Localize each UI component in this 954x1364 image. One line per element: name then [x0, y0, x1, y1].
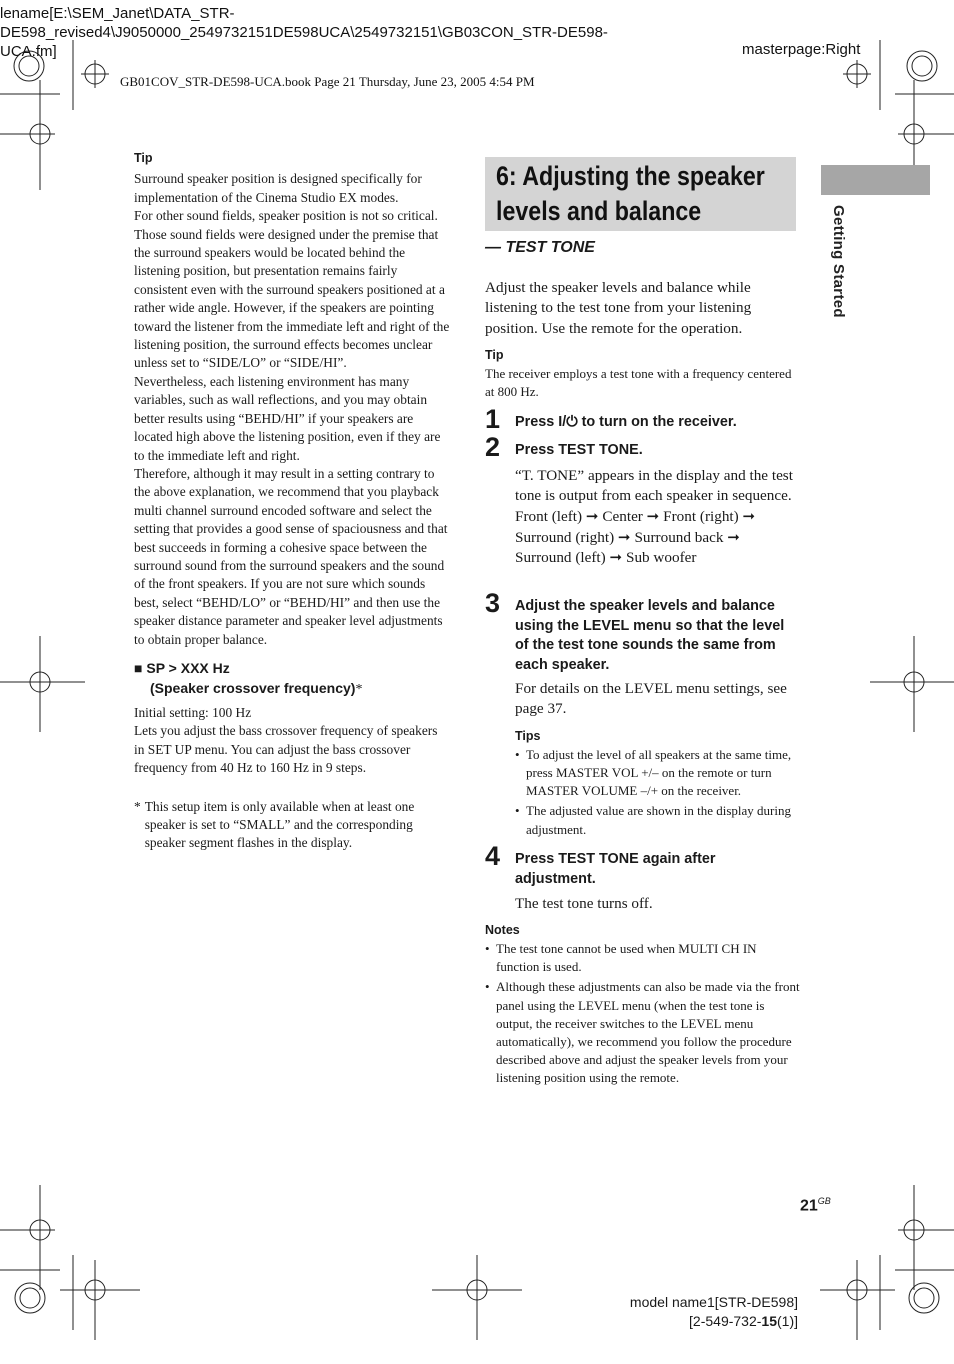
title-line-2: levels and balance	[496, 196, 702, 226]
tip-paragraph: For other sound fields, speaker position is not so critical. Those sound fields were designed under the premise that the surround speakers would be located behind the listening position, but presentation remains fairly consistent even with the surround speakers positioned at a rather wide angle. However, if the speakers are pointing toward the listener from the immediate left and right of the listening position, the surround effects becomes unclear unless set to “SIDE/LO” or “SIDE/HI”.	[134, 208, 450, 371]
footnote	[134, 798, 450, 853]
title-line-1: 6: Adjusting the speaker	[496, 161, 765, 191]
list-item: • The adjusted value are shown in the display during adjustment.	[515, 802, 800, 838]
step-heading: Press TEST TONE again after adjustment.	[515, 851, 716, 887]
tip-item-text: To adjust the level of all speakers at the same time, press MASTER VOL +/– on the remote or turn MASTER VOLUME –/+ on the receiver.	[526, 746, 792, 799]
section-marker: ■	[134, 659, 143, 676]
step-number: 3	[485, 588, 501, 618]
tip-label: Tip	[485, 348, 504, 362]
section-subtitle: — TEST TONE	[485, 239, 595, 256]
model-info	[600, 1293, 798, 1331]
notes-list	[485, 940, 803, 1088]
model-line-2	[600, 1312, 798, 1331]
list-item: • To adjust the level of all speakers at the same time, press MASTER VOL +/– on the remote or turn MASTER VOLUME –/+ on the receiver.	[515, 746, 800, 801]
tip-paragraph: Nevertheless, each listening environment has many variables, such as wall reflections, and you may obtain better results using “BEHD/HI” if your speakers are located high above the listening position, even if they are to the immediate left and right.	[134, 373, 441, 463]
step-3	[485, 590, 800, 839]
initial-setting: Initial setting: 100 Hz	[134, 704, 252, 720]
section-title-bar	[485, 157, 796, 231]
filename-info	[0, 4, 608, 61]
side-tab-label: Getting Started	[830, 205, 847, 318]
section-asterisk: *	[355, 681, 363, 697]
section-body: Lets you adjust the bass crossover frequency of speakers in SET UP menu. You can adjust the bass crossover frequency from 40 Hz to 160 Hz in 9 steps.	[134, 723, 438, 776]
section-heading	[134, 658, 450, 700]
tip-text: The receiver employs a test tone with a frequency centered at 800 Hz.	[485, 366, 792, 400]
filename-line-2: DE598_revised4\J9050000_2549732151DE598UCA\2549732151\GB03CON_STR-DE598-	[0, 24, 608, 41]
step-number: 1	[485, 404, 501, 434]
section-title-line2: (Speaker crossover frequency)	[150, 679, 356, 696]
model-line-2-post: (1)]	[777, 1313, 798, 1329]
tip-item-text: The adjusted value are shown in the display during adjustment.	[526, 803, 791, 837]
tip-label: Tip	[134, 151, 153, 165]
section-title-line1: SP > XXX Hz	[146, 659, 230, 676]
filename-line-1: lename[E:\SEM_Janet\DATA_STR-	[0, 5, 235, 22]
step-heading: Press I/⏻ to turn on the receiver.	[515, 414, 737, 430]
list-item: • The test tone cannot be used when MULTI CH IN function is used.	[485, 940, 803, 976]
step-2	[485, 434, 800, 569]
side-tab	[821, 165, 930, 195]
tip-paragraph: Surround speaker position is designed specifically for implementation of the Cinema Studio EX modes.	[134, 171, 422, 205]
step-number: 4	[485, 841, 501, 871]
speaker-sequence: Front (left) ➞ Center ➞ Front (right) ➞ Surround (right) ➞ Surround back ➞ Surround (left) ➞ Sub woofer	[515, 508, 756, 567]
page-suffix: GB	[817, 1196, 831, 1206]
note-item-text: The test tone cannot be used when MULTI CH IN function is used.	[496, 941, 757, 975]
tips-list	[515, 746, 800, 839]
notes-label: Notes	[485, 923, 520, 937]
step-4	[485, 843, 800, 914]
right-tip	[485, 348, 800, 401]
page-number	[800, 1196, 831, 1215]
footnote-text: This setup item is only available when at least one speaker is set to “SMALL” and the corresponding speaker segment flashes in the display.	[144, 798, 415, 851]
tip-paragraph: Therefore, although it may result in a setting contrary to the above explanation, we recommend that you playback multi channel surround encoded software and select the setting that provides a good sense of spaciousness and that best succeeds in forming a cohesive space between the surround sound from the surround speakers and the sound of the front speakers. If you are not sure which sounds best, select “BEHD/LO” or “BEHD/HI” and then use the speaker distance parameter and speaker level adjustments to obtain proper balance.	[134, 465, 448, 647]
step-number: 2	[485, 432, 501, 462]
model-line-2-bold: 15	[761, 1313, 777, 1329]
step-heading: Adjust the speaker levels and balance using the LEVEL menu so that the level of the test tone sounds the same from each speaker.	[515, 598, 785, 673]
step-1	[485, 406, 800, 433]
page-number-value: 21	[800, 1197, 818, 1215]
intro-text: Adjust the speaker levels and balance while listening to the test tone from your listening position. Use the remote for the operation.	[485, 279, 752, 337]
model-line-1: model name1[STR-DE598]	[629, 1294, 798, 1310]
list-item: • Although these adjustments can also be made via the front panel using the LEVEL menu (when the test tone is output, the receiver switches to the LEVEL menu automatically), we recommend you follow the procedure described above and adjust the speaker levels from your listening position using the remote.	[485, 978, 803, 1087]
left-column	[134, 149, 450, 853]
step-body: “T. TONE” appears in the display and the test tone is output from each speaker in sequence.	[515, 466, 793, 504]
book-line: GB01COV_STR-DE598-UCA.book Page 21 Thursday, June 23, 2005 4:54 PM	[120, 74, 535, 89]
notes	[485, 923, 803, 1088]
footnote-mark: *	[134, 798, 141, 814]
section-title	[496, 159, 765, 229]
masterpage-label: masterpage:Right	[742, 41, 861, 58]
step-body: For details on the LEVEL menu settings, see page 37.	[515, 680, 787, 718]
filename-line-3: UCA.fm]	[0, 43, 57, 60]
step-body: The test tone turns off.	[515, 895, 653, 912]
tips-label: Tips	[515, 728, 541, 743]
model-line-2-pre: [2-549-732-	[689, 1313, 762, 1329]
note-item-text: Although these adjustments can also be made via the front panel using the LEVEL menu (when the test tone is output, the receiver switches to the LEVEL menu automatically), we recommend you follow the procedure described above and adjust the speaker levels from your listening position using the remote.	[496, 979, 800, 1086]
step-heading: Press TEST TONE.	[515, 442, 643, 458]
